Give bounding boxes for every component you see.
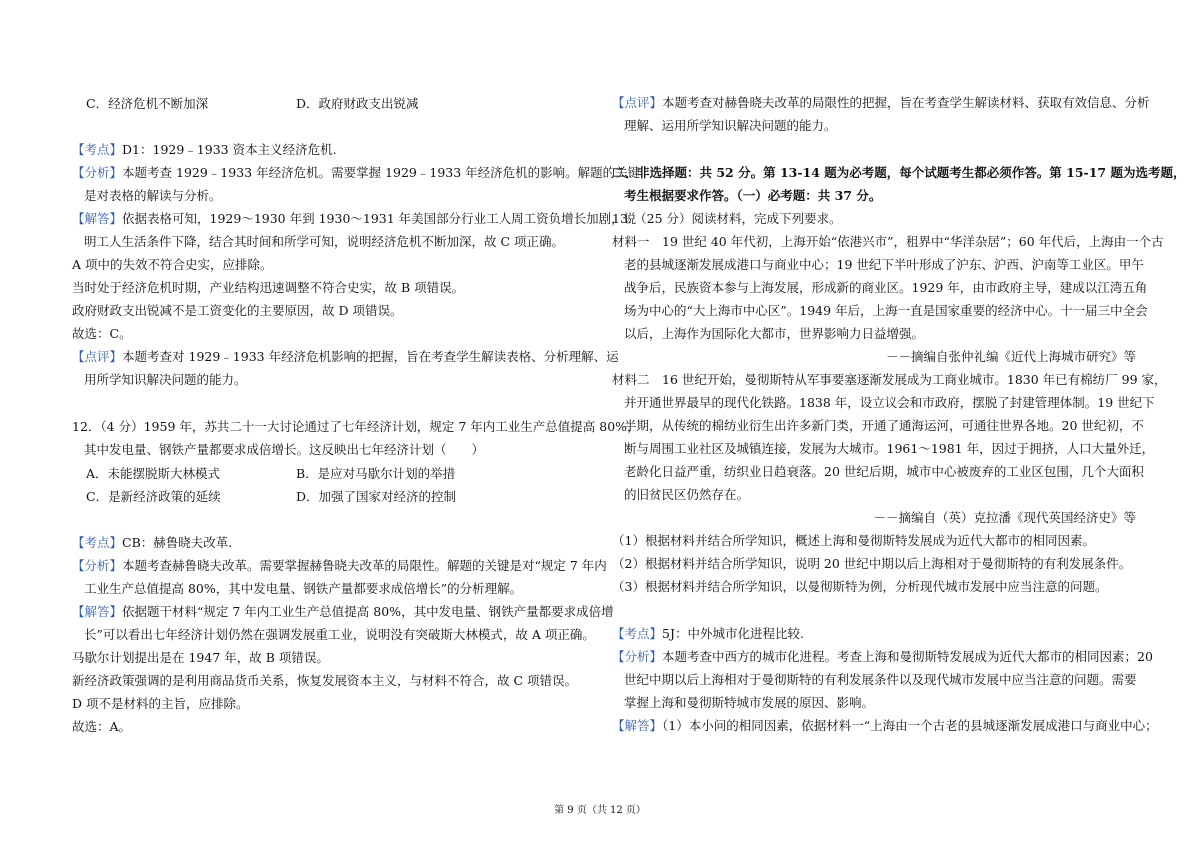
dianping-text: 本题考查对赫鲁晓夫改革的局限性的把握，旨在考查学生解读材料、获取有效信息、分析 (662, 95, 1150, 110)
jieda-tag: 【解答】 (612, 718, 663, 733)
requirement-1: （1）根据材料并结合所学知识，概述上海和曼彻斯特发展成为近代大都市的相同因素。 (612, 533, 1095, 548)
explain-b: 当时处于经济危机时期，产业结构迅速调整不符合史实，故 B 项错误。 (72, 280, 465, 295)
fenxi-line-13 (612, 648, 1153, 666)
dianping-line (612, 94, 1150, 112)
kaodian-text: CB：赫鲁晓夫改革. (122, 535, 233, 550)
option-d-12: D．加强了国家对经济的控制 (296, 489, 457, 504)
fenxi-tag: 【分析】 (612, 649, 663, 664)
kaodian-line-12 (72, 534, 232, 552)
dianping-tag: 【点评】 (72, 349, 123, 364)
kaodian-line-13 (612, 625, 804, 643)
option-a: A．未能摆脱斯大林模式 (86, 466, 221, 481)
material-2-line-4: 断与周围工业社区及城镇连接，发展为大城市。1961～1981 年，因过于拥挤，人口大量外迁， (624, 441, 1155, 456)
explain-c-12: 新经济政策强调的是利用商品货币关系，恢复发展资本主义，与材料不符合，故 C 项错误。 (72, 673, 578, 688)
dianping-tag: 【点评】 (612, 95, 663, 110)
kaodian-line (72, 141, 337, 159)
option-c: C．经济危机不断加深 (86, 96, 209, 111)
fenxi-line-13-2: 世纪中期以后上海相对于曼彻斯特的有利发展条件以及现代城市发展中应当注意的问题。需要 (624, 672, 1137, 687)
source-1: －－摘编自张仲礼编《近代上海城市研究》等 (885, 349, 1136, 364)
material-1-line-2: 老的县城逐渐发展成港口与商业中心；19 世纪下半叶形成了沪东、沪西、沪南等工业区。甲午 (624, 257, 1144, 272)
material-2-line-3: 半期，从传统的棉纺业衍生出许多新门类，开通了通海运河，可通往世界各地。20 世纪初，不 (624, 418, 1144, 433)
kaodian-tag: 【考点】 (72, 142, 123, 157)
jieda-line-12 (72, 603, 614, 621)
requirement-2: （2）根据材料并结合所学知识，说明 20 世纪中期以后上海相对于曼彻斯特的有利发展条件。 (612, 556, 1132, 571)
fenxi-line-2: 是对表格的解读与分析。 (84, 188, 222, 203)
fenxi-tag: 【分析】 (72, 165, 123, 180)
dianping-line-2: 用所学知识解决问题的能力。 (84, 372, 247, 387)
jieda-text: 依据表格可知，1929～1930 年到 1930～1931 年美国部分行业工人周工资负增长加剧，说 (122, 211, 637, 226)
requirement-3: （3）根据材料并结合所学知识，以曼彻斯特为例，分析现代城市发展中应当注意的问题。 (612, 579, 1108, 594)
option-d: D．政府财政支出锐减 (296, 96, 419, 111)
fenxi-line-12-2: 工业生产总值提高 80%，其中发电量、钢铁产量都要求成倍增长”的分析理解。 (84, 581, 523, 596)
dianping-line (72, 348, 619, 366)
fenxi-text: 本题考查中西方的城市化进程。考查上海和曼彻斯特发展成为近代大都市的相同因素；20 (662, 649, 1153, 664)
section-heading: 二、非选择题：共 52 分。第 13-14 题为必考题，每个试题考生都必须作答。第 15-17 题为选考题， (612, 165, 1186, 180)
jieda-line-13 (612, 717, 1158, 735)
option-b: B．是应对马歇尔计划的举措 (296, 466, 456, 481)
section-heading-2: 考生根据要求作答。（一）必考题：共 37 分。 (624, 188, 882, 203)
question-12: 12．（4 分）1959 年，苏共二十一大讨论通过了七年经济计划，规定 7 年内工业生产总值提高 80%， (72, 419, 640, 434)
fenxi-line-12 (72, 557, 607, 575)
explain-a: A 项中的失效不符合史实，应排除。 (72, 257, 273, 272)
jieda-line (72, 210, 636, 228)
question-12-line-2: 其中发电量、钢铁产量都要求成倍增长。这反映出七年经济计划（ ） (84, 442, 485, 457)
kaodian-tag: 【考点】 (612, 626, 663, 641)
dianping-text: 本题考查对 1929﹣1933 年经济危机影响的把握，旨在考查学生解读表格、分析理解、运 (122, 349, 619, 364)
question-13: 13．（25 分）阅读材料，完成下列要求。 (612, 211, 842, 226)
material-1-line-3: 战争后，民族资本参与上海发展，形成新的商业区。1929 年，由市政府主导，建成以江湾五角 (624, 280, 1148, 295)
fenxi-line-13-3: 掌握上海和曼彻斯特城市发展的原因、影响。 (624, 695, 875, 710)
explain-b-12: 马歇尔计划提出是在 1947 年，故 B 项错误。 (72, 650, 329, 665)
kaodian-text: D1：1929﹣1933 资本主义经济危机. (122, 142, 337, 157)
page-footer: 第 9 页（共 12 页） (554, 805, 646, 816)
source-2: －－摘编自（英）克拉潘《现代英国经济史》等 (873, 510, 1136, 525)
answer-choice-12: 故选：A。 (72, 719, 132, 734)
explain-d: 政府财政支出锐减不是工资变化的主要原因，故 D 项错误。 (72, 303, 403, 318)
material-1-line-5: 以后，上海作为国际化大都市，世界影响力日益增强。 (624, 326, 925, 341)
fenxi-text: 本题考查 1929﹣1933 年经济危机。需要掌握 1929﹣1933 年经济危机的影响。解题的关键 (122, 165, 641, 180)
material-1: 材料一 19 世纪 40 年代初，上海开始“依港兴市”，租界中“华洋杂居”；60 年代后，上海由一个古 (612, 234, 1164, 249)
fenxi-tag: 【分析】 (72, 558, 123, 573)
answer-choice: 故选：C。 (72, 326, 132, 341)
kaodian-text: 5J：中外城市化进程比较. (662, 626, 804, 641)
option-c-12: C．是新经济政策的延续 (86, 489, 221, 504)
explain-d-12: D 项不是材料的主旨，应排除。 (72, 696, 249, 711)
material-2-line-6: 的旧贫民区仍然存在。 (624, 487, 750, 502)
jieda-text: （1）本小问的相同因素，依据材料一“上海由一个古老的县城逐渐发展成港口与商业中心； (662, 718, 1158, 733)
dianping-line-2: 理解、运用所学知识解决问题的能力。 (624, 118, 837, 133)
jieda-text: 依据题干材料“规定 7 年内工业生产总值提高 80%，其中发电量、钢铁产量都要求成倍增 (122, 604, 614, 619)
jieda-line-2: 明工人生活条件下降，结合其时间和所学可知，说明经济危机不断加深，故 C 项正确。 (84, 234, 565, 249)
fenxi-line (72, 164, 640, 182)
jieda-line-12-2: 长”可以看出七年经济计划仍然在强调发展重工业，说明没有突破斯大林模式，故 A 项正确。 (84, 627, 595, 642)
material-2-line-5: 老龄化日益严重，纺织业日趋衰落。20 世纪后期，城市中心被废弃的工业区包围，几个大面积 (624, 464, 1144, 479)
kaodian-tag: 【考点】 (72, 535, 123, 550)
jieda-tag: 【解答】 (72, 604, 123, 619)
jieda-tag: 【解答】 (72, 211, 123, 226)
material-2-line-2: 并开通世界最早的现代化铁路。1838 年，设立议会和市政府，摆脱了封建管理体制。19 世纪下 (624, 395, 1155, 410)
material-2: 材料二 16 世纪开始，曼彻斯特从军事要塞逐渐发展成为工商业城市。1830 年已有棉纺厂 99 家， (612, 372, 1167, 387)
material-1-line-4: 场为中心的“大上海市中心区”。1949 年后，上海一直是国家重要的经济中心。十一届三中全会 (624, 303, 1148, 318)
fenxi-text: 本题考查赫鲁晓夫改革。需要掌握赫鲁晓夫改革的局限性。解题的关键是对“规定 7 年内 (122, 558, 607, 573)
